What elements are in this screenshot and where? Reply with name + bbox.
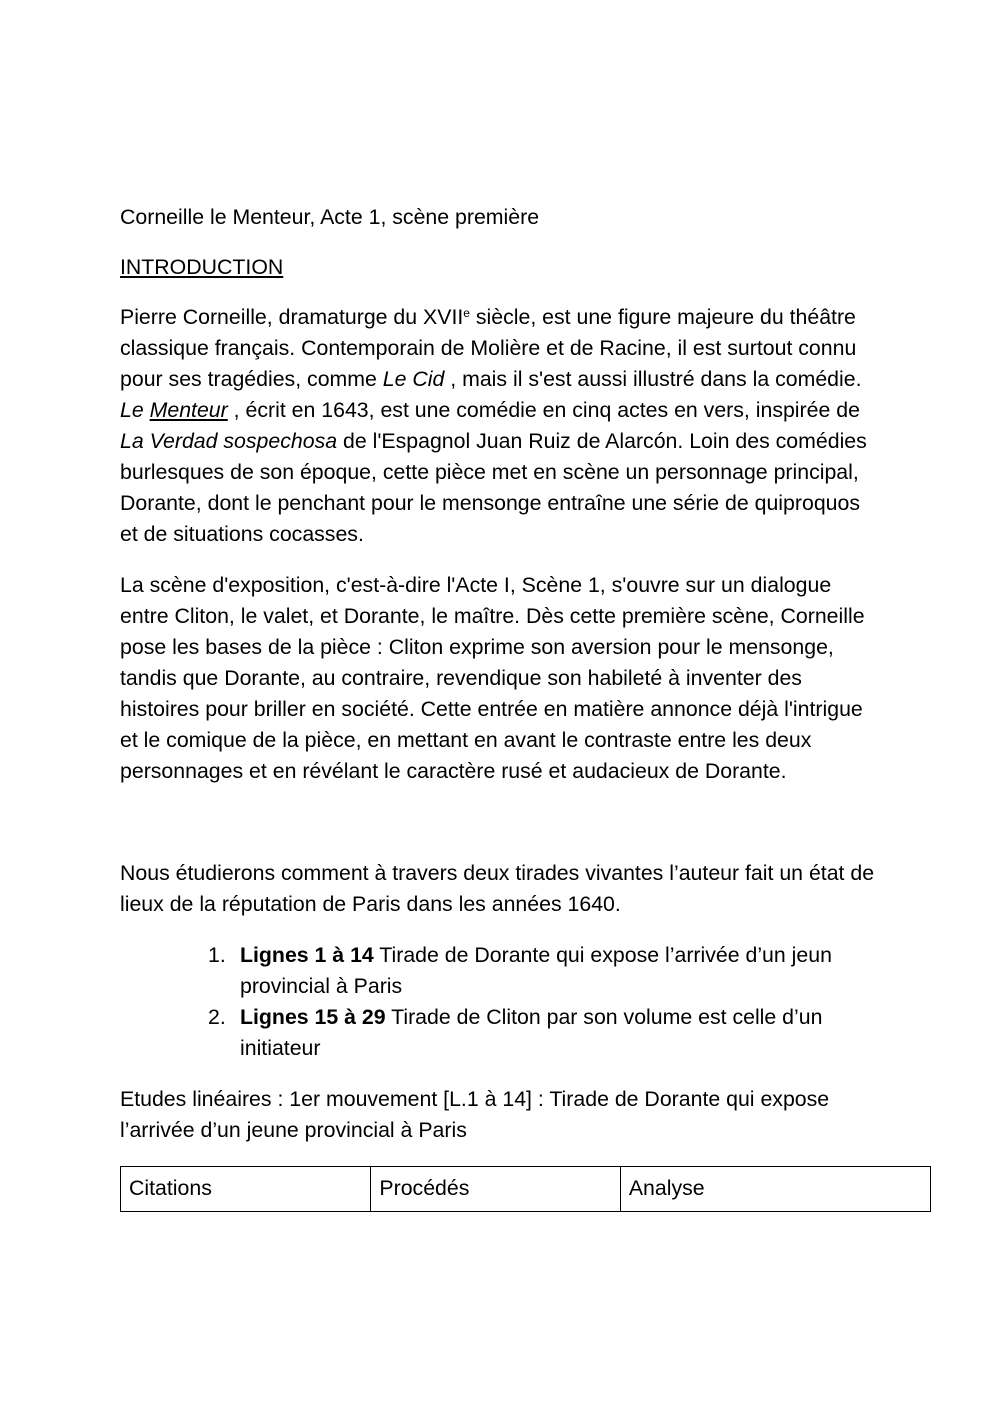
exposition-paragraph: La scène d'exposition, c'est-à-dire l'Acte I, Scène 1, s'ouvre sur un dialogue entre Cliton, le valet, et Dorante, le maître. Dès cette première scène, Corneille pose les bases de la pièce : Cliton exprime son aversion pour le mensonge, tandis que Dorante, au contraire, revendique son habileté à inventer des histoires pour briller en société. Cette entrée en matière annonce déjà l'intrigue et le comique de la pièce, en mettant en avant le contraste entre les deux personnages et en révélant le caractère rusé et audacieux de Dorante. [120,573,865,783]
list-item-text: Tirade de Dorante qui expose l’arrivée d’un jeun provincial à Paris [240,943,832,998]
list-item-bold-lines: Lignes 15 à 29 [240,1005,386,1029]
table-header-analyse: Analyse [620,1167,930,1212]
work-title-le-cid: Le Cid [382,367,445,391]
work-title-verdad-sospechosa: La Verdad sospechosa [120,429,338,453]
list-item [120,940,880,1002]
intro-text-2: siècle, est une figure majeure du théâtre classique français. Contemporain de Molière et de Racine, il est surtout connu pour ses tragédies, comme [120,305,857,391]
document-page [120,202,880,1212]
list-item-number: 1. [208,943,226,967]
table-header-citations: Citations [121,1167,371,1212]
analysis-table [120,1166,931,1212]
intro-text-5: de l'Espagnol Juan Ruiz de Alarcón. Loin des comédies burlesques de son époque, cette pièce met en scène un personnage principal, Dorante, dont le penchant pour le mensonge entraîne une série de quiproquos et de situations cocasses. [120,429,867,546]
list-item-number: 2. [208,1005,226,1029]
document-title: Corneille le Menteur, Acte 1, scène première [120,205,540,229]
table-header-row [121,1167,931,1212]
list-item-text: Tirade de Cliton par son volume est celle d’un initiateur [240,1005,823,1060]
list-item-bold-lines: Lignes 1 à 14 [240,943,374,967]
intro-text-3: , mais il s'est aussi illustré dans la comédie. [444,367,862,391]
work-title-le-menteur [120,398,228,422]
work-title-le-menteur-article: Le [120,398,150,422]
problematic-paragraph: Nous étudierons comment à travers deux tirades vivantes l’auteur fait un état de lieux de la réputation de Paris dans les années 1640. [120,861,875,916]
century-superscript: e [463,306,470,320]
movements-list [120,940,880,1064]
work-title-le-menteur-name: Menteur [149,398,228,422]
intro-text-1: Pierre Corneille, dramaturge du XVII [120,305,464,329]
introduction-heading: INTRODUCTION [120,255,284,279]
linear-studies-paragraph: Etudes linéaires : 1er mouvement [L.1 à 14] : Tirade de Dorante qui expose l’arrivée d’un jeune provincial à Paris [120,1087,830,1142]
intro-text-4: , écrit en 1643, est une comédie en cinq actes en vers, inspirée de [227,398,860,422]
table-header-procedes: Procédés [371,1167,620,1212]
intro-paragraph [120,302,880,550]
list-item [120,1002,880,1064]
